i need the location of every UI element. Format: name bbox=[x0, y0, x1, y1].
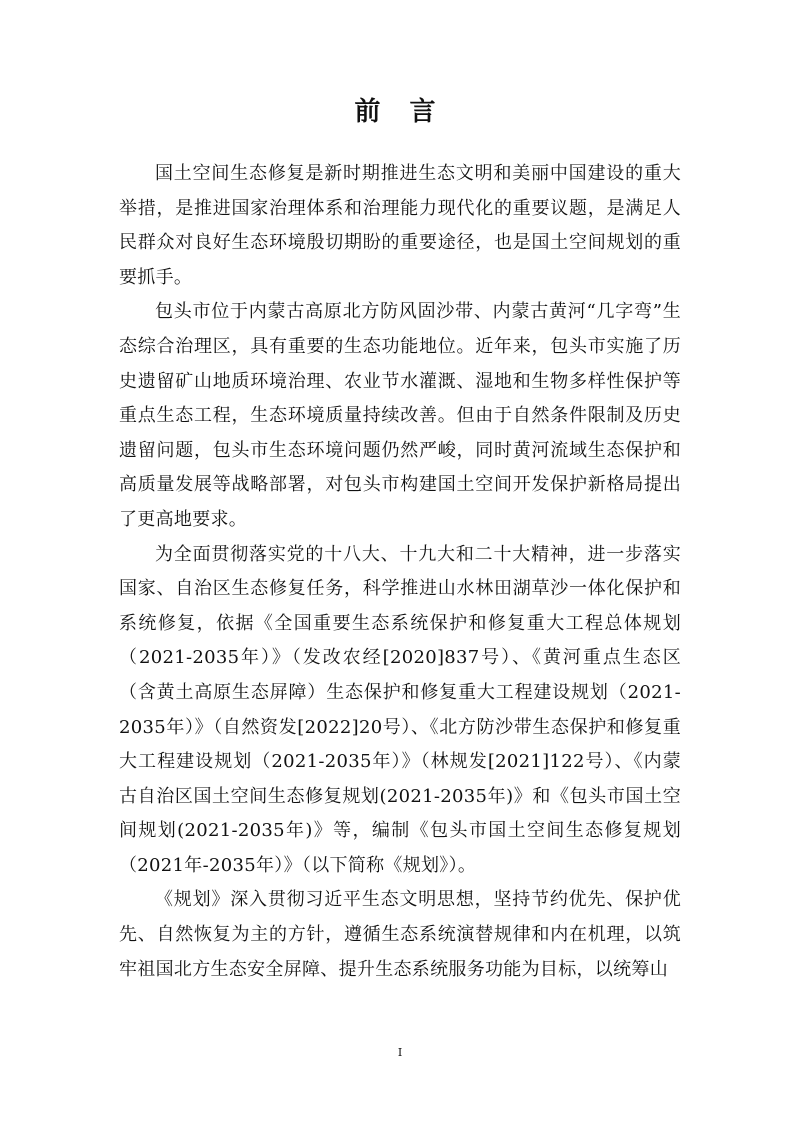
paragraph-3: 为全面贯彻落实党的十八大、十九大和二十大精神，进一步落实国家、自治区生态修复任务，科学推进山水林田湖草沙一体化保护和系统修复，依据《全国重要生态系统保护和修复重大工程总体规划（2021-2035年）》（发改农经[2020]837号）、《黄河重点生态区（含黄土高原生态屏障）生态保护和修复重大工程建设规划（2021-2035年）》（自然资发[2022]20号）、《北方防沙带生态保护和修复重大工程建设规划（2021-2035年）》（林规发[2021]122号）、《内蒙古自治区国土空间生态修复规划(2021-2035年)》和《包头市国土空间规划(2021-2035年)》等，编制《包头市国土空间生态修复规划（2021年-2035年）》（以下简称《规划》）。 bbox=[119, 543, 681, 876]
page-number: I bbox=[397, 1046, 403, 1059]
paragraph-1: 国土空间生态修复是新时期推进生态文明和美丽中国建设的重大举措，是推进国家治理体系和治理能力现代化的重要议题，是满足人民群众对良好生态环境殷切期盼的重要途径，也是国土空间规划的重要抓手。 bbox=[119, 163, 681, 288]
paragraph-4: 《规划》深入贯彻习近平生态文明思想，坚持节约优先、保护优先、自然恢复为主的方针，遵循生态系统演替规律和内在机理，以筑牢祖国北方生态安全屏障、提升生态系统服务功能为目标，以统筹山 bbox=[119, 889, 681, 980]
paragraph-2: 包头市位于内蒙古高原北方防风固沙带、内蒙古黄河“几字弯”生态综合治理区，具有重要的生态功能地位。近年来，包头市实施了历史遗留矿山地质环境治理、农业节水灌溉、湿地和生物多样性保护等重点生态工程，生态环境质量持续改善。但由于自然条件限制及历史遗留问题，包头市生态环境问题仍然严峻，同时黄河流域生态保护和高质量发展等战略部署，对包头市构建国土空间开发保护新格局提出了更高地要求。 bbox=[119, 301, 681, 530]
document-body bbox=[119, 157, 681, 987]
page-title: 前 言 bbox=[354, 97, 446, 127]
